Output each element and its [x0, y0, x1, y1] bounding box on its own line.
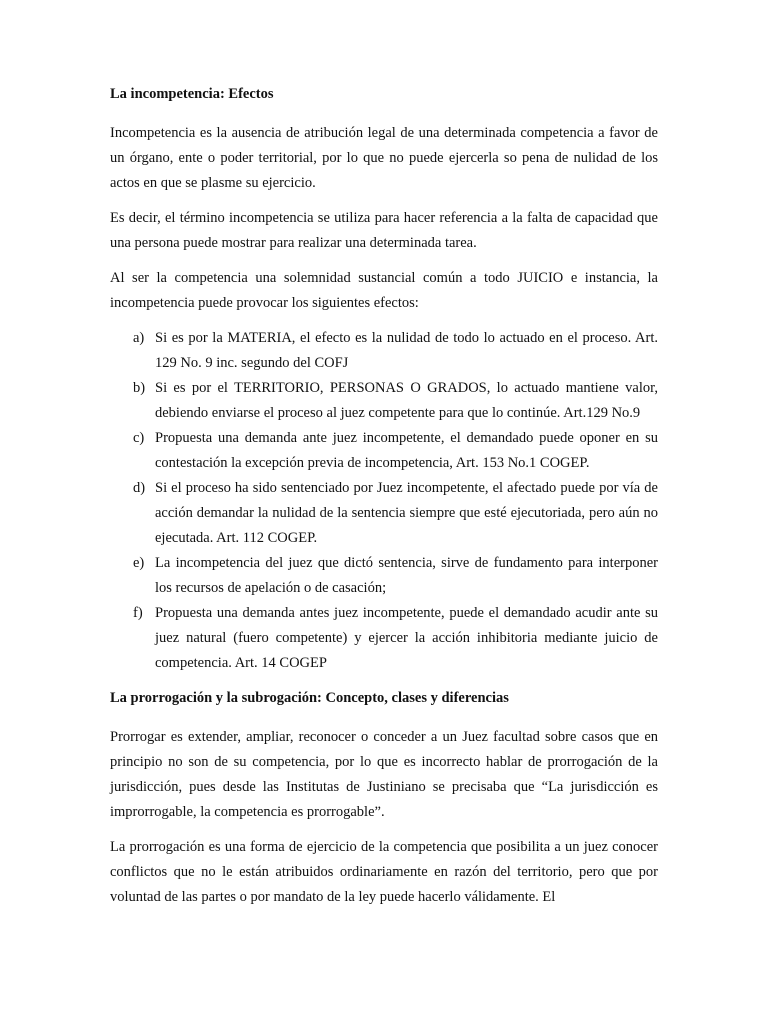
list-item — [110, 426, 658, 476]
list-item-text: Si el proceso ha sido sentenciado por Juez incompetente, el afectado puede por vía de acción demandar la nulidad de la sentencia siempre que esté ejecutoriada, pero aún no ejecutada. Art. 112 COGEP. — [155, 480, 658, 546]
list-marker: d) — [133, 480, 146, 496]
paragraph-efectos-intro: Al ser la competencia una solemnidad sustancial común a todo JUICIO e instancia, la incompetencia puede provocar los siguientes efectos: — [110, 270, 658, 311]
list-item-text: Si es por el TERRITORIO, PERSONAS O GRADOS, lo actuado mantiene valor, debiendo enviarse el proceso al juez competente para que lo continúe. Art.129 No.9 — [155, 380, 658, 421]
paragraph-prorrogar-definicion: Prorrogar es extender, ampliar, reconocer o conceder a un Juez facultad sobre casos que en principio no son de su competencia, por lo que es incorrecto hablar de prorrogación de la jurisdicción, pues desde las Institutas de Justiniano se precisaba que “La jurisdicción es improrrogable, la competencia es prorrogable”. — [110, 729, 658, 820]
list-item — [110, 376, 658, 426]
paragraph-es-decir: Es decir, el término incompetencia se utiliza para hacer referencia a la falta de capacidad que una persona puede mostrar para realizar una determinada tarea. — [110, 210, 658, 251]
list-item — [110, 326, 658, 376]
list-item — [110, 551, 658, 601]
list-item — [110, 601, 658, 676]
list-marker: e) — [133, 555, 145, 571]
list-item-text: Propuesta una demanda antes juez incompetente, puede el demandado acudir ante su juez natural (fuero competente) y ejercer la acción inhibitoria mediante juicio de competencia. Art. 14 COGEP — [155, 605, 658, 671]
list-item-text: Si es por la MATERIA, el efecto es la nulidad de todo lo actuado en el proceso. Art. 129 No. 9 inc. segundo del COFJ — [155, 330, 658, 371]
list-marker: a) — [133, 330, 145, 346]
paragraph-definicion-incompetencia: Incompetencia es la ausencia de atribución legal de una determinada competencia a favor de un órgano, ente o poder territorial, por lo que no puede ejercerla so pena de nulidad de los actos en que se plasme su ejercicio. — [110, 125, 658, 191]
effects-list — [110, 326, 658, 676]
list-item-text: La incompetencia del juez que dictó sentencia, sirve de fundamento para interponer los recursos de apelación o de casación; — [155, 555, 658, 596]
section-heading-incompetencia: La incompetencia: Efectos — [110, 86, 274, 102]
document-body — [110, 82, 658, 910]
list-marker: b) — [133, 380, 146, 396]
paragraph-prorrogacion-forma: La prorrogación es una forma de ejercicio de la competencia que posibilita a un juez conocer conflictos que no le están atribuidos ordinariamente en razón del territorio, pero que por voluntad de las partes o por mandato de la ley puede hacerlo válidamente. El — [110, 839, 658, 905]
list-item — [110, 476, 658, 551]
list-item-text: Propuesta una demanda ante juez incompetente, el demandado puede oponer en su contestación la excepción previa de incompetencia, Art. 153 No.1 COGEP. — [155, 430, 658, 471]
list-marker: f) — [133, 605, 143, 621]
list-marker: c) — [133, 430, 145, 446]
section-heading-prorrogacion: La prorrogación y la subrogación: Concepto, clases y diferencias — [110, 690, 509, 706]
